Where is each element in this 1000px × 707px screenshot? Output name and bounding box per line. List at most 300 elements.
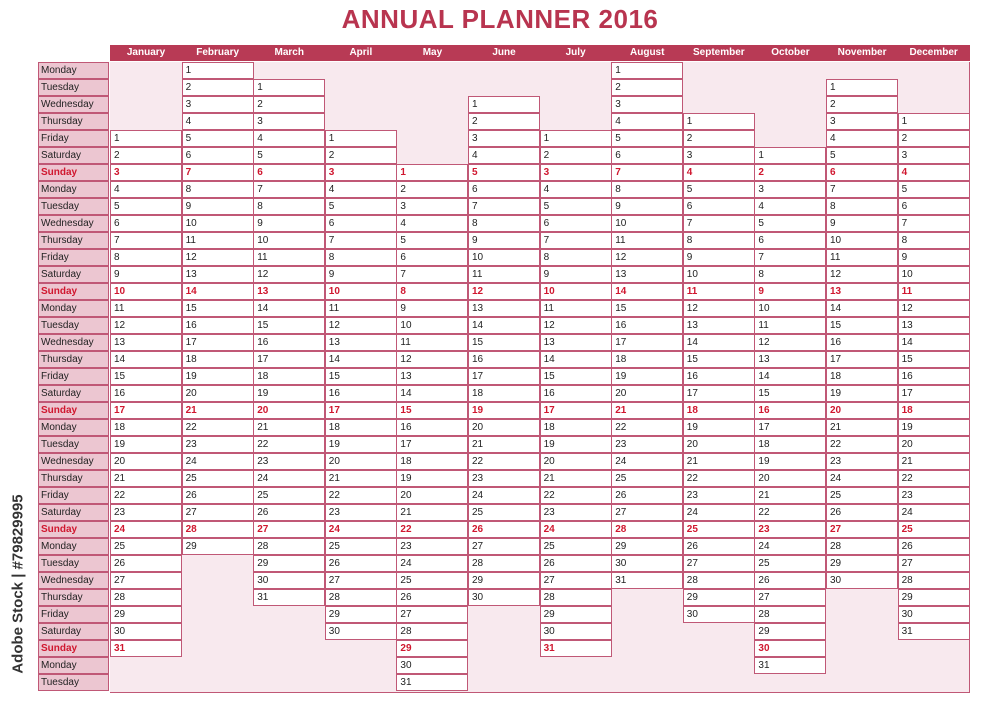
day-cell: 10 [754,300,826,317]
day-cell: 21 [396,504,468,521]
day-cell: 14 [754,368,826,385]
day-cell: 8 [826,198,898,215]
day-cell: 27 [540,572,612,589]
day-cell: 8 [110,249,182,266]
month-header-april: April [325,45,397,61]
day-cell: 6 [826,164,898,181]
day-cell: 8 [611,181,683,198]
day-cell: 4 [468,147,540,164]
day-cell: 27 [898,555,970,572]
day-cell: 20 [110,453,182,470]
day-cell: 18 [611,351,683,368]
day-cell: 11 [110,300,182,317]
day-cell: 10 [898,266,970,283]
weekday-label: Wednesday [38,334,109,351]
day-cell: 15 [754,385,826,402]
day-cell: 20 [754,470,826,487]
day-cell: 12 [110,317,182,334]
day-cell: 30 [396,657,468,674]
day-cell: 22 [468,453,540,470]
day-cell: 23 [396,538,468,555]
month-header-may: May [396,45,468,61]
day-cell: 7 [396,266,468,283]
day-cell: 20 [611,385,683,402]
day-cell: 16 [898,368,970,385]
day-cell: 21 [468,436,540,453]
day-cell: 10 [253,232,325,249]
day-cell: 22 [826,436,898,453]
day-cell: 18 [396,453,468,470]
day-cell: 3 [468,130,540,147]
day-cell: 11 [182,232,254,249]
day-cell: 22 [325,487,397,504]
day-cell: 23 [182,436,254,453]
weekday-label: Saturday [38,385,109,402]
day-cell: 22 [110,487,182,504]
weekday-label: Friday [38,606,109,623]
day-cell: 7 [826,181,898,198]
day-cell: 19 [182,368,254,385]
day-cell: 20 [826,402,898,419]
day-cell: 1 [110,130,182,147]
day-cell: 8 [182,181,254,198]
day-cell: 13 [540,334,612,351]
day-cell: 24 [611,453,683,470]
day-cell: 24 [468,487,540,504]
day-cell: 4 [540,181,612,198]
day-cell: 9 [683,249,755,266]
day-cell: 26 [253,504,325,521]
day-cell: 23 [611,436,683,453]
day-cell: 20 [468,419,540,436]
day-cell: 22 [396,521,468,538]
day-cell: 6 [396,249,468,266]
day-cell: 13 [611,266,683,283]
day-cell: 28 [754,606,826,623]
day-cell: 30 [754,640,826,657]
weekday-label: Thursday [38,232,109,249]
day-cell: 6 [253,164,325,181]
day-cell: 2 [325,147,397,164]
day-cell: 21 [611,402,683,419]
day-cell: 5 [611,130,683,147]
day-cell: 14 [898,334,970,351]
day-cell: 19 [540,436,612,453]
day-cell: 17 [253,351,325,368]
day-cell: 20 [325,453,397,470]
day-cell: 11 [611,232,683,249]
day-cell: 6 [182,147,254,164]
day-cell: 14 [325,351,397,368]
day-cell: 22 [683,470,755,487]
day-cell: 21 [325,470,397,487]
day-cell: 31 [611,572,683,589]
day-cell: 4 [325,181,397,198]
day-cell: 8 [253,198,325,215]
day-cell: 14 [683,334,755,351]
day-cell: 28 [826,538,898,555]
month-header-october: October [754,45,826,61]
day-cell: 12 [826,266,898,283]
day-cell: 13 [826,283,898,300]
weekday-label: Wednesday [38,215,109,232]
weekday-label: Saturday [38,504,109,521]
day-cell: 4 [110,181,182,198]
day-cell: 9 [396,300,468,317]
day-cell: 3 [253,113,325,130]
day-cell: 17 [540,402,612,419]
day-cell: 25 [611,470,683,487]
weekday-label: Thursday [38,113,109,130]
day-cell: 6 [683,198,755,215]
day-cell: 26 [898,538,970,555]
day-cell: 15 [611,300,683,317]
day-cell: 28 [253,538,325,555]
day-cell: 9 [468,232,540,249]
day-cell: 28 [468,555,540,572]
day-cell: 30 [110,623,182,640]
day-cell: 31 [396,674,468,691]
day-cell: 28 [683,572,755,589]
day-cell: 25 [826,487,898,504]
day-cell: 2 [182,79,254,96]
weekday-label: Saturday [38,266,109,283]
day-cell: 31 [110,640,182,657]
day-cell: 31 [540,640,612,657]
day-cell: 26 [754,572,826,589]
day-cell: 12 [468,283,540,300]
day-cell: 6 [898,198,970,215]
day-cell: 30 [325,623,397,640]
day-cell: 9 [611,198,683,215]
day-cell: 29 [110,606,182,623]
day-cell: 6 [611,147,683,164]
day-cell: 4 [253,130,325,147]
day-cell: 4 [182,113,254,130]
day-cell: 27 [468,538,540,555]
day-cell: 16 [396,419,468,436]
day-cell: 4 [611,113,683,130]
day-cell: 1 [325,130,397,147]
day-cell: 25 [182,470,254,487]
day-cell: 12 [182,249,254,266]
day-cell: 13 [754,351,826,368]
day-cell: 7 [325,232,397,249]
day-cell: 15 [540,368,612,385]
day-cell: 18 [540,419,612,436]
weekday-label: Wednesday [38,453,109,470]
day-cell: 17 [898,385,970,402]
day-cell: 5 [110,198,182,215]
day-cell: 25 [253,487,325,504]
day-cell: 27 [325,572,397,589]
day-cell: 2 [611,79,683,96]
day-cell: 20 [898,436,970,453]
day-cell: 1 [611,62,683,79]
day-cell: 3 [540,164,612,181]
day-cell: 1 [898,113,970,130]
day-cell: 26 [683,538,755,555]
day-cell: 5 [182,130,254,147]
day-cell: 5 [540,198,612,215]
day-cell: 9 [325,266,397,283]
day-cell: 2 [253,96,325,113]
day-cell: 26 [540,555,612,572]
day-cell: 15 [110,368,182,385]
weekday-label: Monday [38,62,109,79]
month-header-august: August [611,45,683,61]
day-cell: 12 [253,266,325,283]
day-cell: 5 [898,181,970,198]
day-cell: 17 [110,402,182,419]
day-cell: 9 [253,215,325,232]
day-cell: 5 [468,164,540,181]
day-cell: 26 [468,521,540,538]
day-cell: 30 [683,606,755,623]
day-cell: 3 [396,198,468,215]
day-cell: 24 [253,470,325,487]
day-cell: 16 [826,334,898,351]
weekday-label: Tuesday [38,555,109,572]
day-cell: 24 [754,538,826,555]
day-cell: 23 [826,453,898,470]
day-cell: 15 [683,351,755,368]
day-cell: 18 [754,436,826,453]
day-cell: 26 [396,589,468,606]
day-cell: 18 [826,368,898,385]
day-cell: 8 [540,249,612,266]
day-cell: 8 [754,266,826,283]
day-cell: 26 [325,555,397,572]
day-cell: 9 [898,249,970,266]
day-cell: 11 [396,334,468,351]
watermark-text: Adobe Stock | #79829995 [9,494,27,674]
day-cell: 3 [826,113,898,130]
day-cell: 7 [468,198,540,215]
day-cell: 23 [754,521,826,538]
day-cell: 28 [396,623,468,640]
day-cell: 7 [683,215,755,232]
day-cell: 2 [396,181,468,198]
day-cell: 17 [683,385,755,402]
day-cell: 5 [325,198,397,215]
day-cell: 16 [468,351,540,368]
weekday-label: Monday [38,419,109,436]
day-cell: 21 [898,453,970,470]
day-cell: 30 [611,555,683,572]
day-cell: 24 [396,555,468,572]
day-cell: 22 [540,487,612,504]
day-cell: 29 [182,538,254,555]
day-cell: 15 [182,300,254,317]
day-cell: 3 [110,164,182,181]
day-cell: 9 [754,283,826,300]
weekday-label: Monday [38,657,109,674]
day-cell: 5 [826,147,898,164]
day-cell: 24 [683,504,755,521]
day-cell: 19 [826,385,898,402]
day-cell: 29 [898,589,970,606]
day-cell: 21 [182,402,254,419]
day-cell: 4 [396,215,468,232]
day-cell: 4 [898,164,970,181]
day-cell: 3 [683,147,755,164]
day-cell: 25 [325,538,397,555]
day-cell: 11 [898,283,970,300]
day-cell: 5 [253,147,325,164]
day-cell: 12 [683,300,755,317]
day-cell: 5 [396,232,468,249]
day-cell: 1 [396,164,468,181]
day-cell: 14 [611,283,683,300]
day-cell: 14 [396,385,468,402]
day-cell: 19 [325,436,397,453]
day-cell: 6 [110,215,182,232]
day-cell: 30 [898,606,970,623]
day-cell: 23 [540,504,612,521]
month-header-december: December [898,45,970,61]
day-cell: 22 [898,470,970,487]
day-cell: 19 [110,436,182,453]
day-cell: 6 [325,215,397,232]
day-cell: 24 [540,521,612,538]
day-cell: 11 [754,317,826,334]
month-header-january: January [110,45,182,61]
month-header-july: July [540,45,612,61]
weekday-label: Monday [38,181,109,198]
day-cell: 10 [826,232,898,249]
day-cell: 25 [540,538,612,555]
day-cell: 7 [540,232,612,249]
day-cell: 13 [253,283,325,300]
day-cell: 29 [468,572,540,589]
day-cell: 11 [826,249,898,266]
day-cell: 25 [396,572,468,589]
day-cell: 18 [182,351,254,368]
day-cell: 4 [826,130,898,147]
day-cell: 18 [683,402,755,419]
day-cell: 27 [396,606,468,623]
day-cell: 18 [468,385,540,402]
day-cell: 16 [253,334,325,351]
day-cell: 1 [540,130,612,147]
day-cell: 30 [826,572,898,589]
day-cell: 21 [754,487,826,504]
weekday-label: Tuesday [38,436,109,453]
weekday-label: Wednesday [38,572,109,589]
day-cell: 12 [898,300,970,317]
day-cell: 3 [325,164,397,181]
weekday-label: Friday [38,249,109,266]
day-cell: 19 [611,368,683,385]
day-cell: 6 [468,181,540,198]
day-cell: 13 [325,334,397,351]
day-cell: 26 [182,487,254,504]
day-cell: 11 [468,266,540,283]
day-cell: 28 [898,572,970,589]
day-cell: 4 [754,198,826,215]
weekday-label: Sunday [38,521,109,538]
weekday-label: Tuesday [38,79,109,96]
day-cell: 2 [898,130,970,147]
weekday-label: Tuesday [38,198,109,215]
day-cell: 30 [468,589,540,606]
day-cell: 19 [253,385,325,402]
weekday-label: Sunday [38,164,109,181]
day-cell: 3 [754,181,826,198]
weekday-label: Tuesday [38,674,109,691]
day-cell: 5 [754,215,826,232]
day-cell: 7 [110,232,182,249]
day-cell: 14 [826,300,898,317]
day-cell: 10 [683,266,755,283]
day-cell: 12 [325,317,397,334]
day-cell: 7 [182,164,254,181]
weekday-label: Sunday [38,402,109,419]
page-title: ANNUAL PLANNER 2016 [341,4,659,34]
day-cell: 17 [611,334,683,351]
day-cell: 29 [396,640,468,657]
day-cell: 2 [110,147,182,164]
day-cell: 1 [754,147,826,164]
weekday-label: Friday [38,487,109,504]
day-cell: 12 [396,351,468,368]
day-cell: 13 [182,266,254,283]
weekday-label: Thursday [38,470,109,487]
day-cell: 1 [253,79,325,96]
weekday-label: Thursday [38,589,109,606]
weekday-label: Wednesday [38,96,109,113]
day-cell: 20 [683,436,755,453]
day-cell: 31 [754,657,826,674]
day-cell: 8 [898,232,970,249]
day-cell: 1 [468,96,540,113]
day-cell: 21 [253,419,325,436]
day-cell: 10 [325,283,397,300]
day-cell: 13 [396,368,468,385]
day-cell: 23 [325,504,397,521]
weekday-label: Sunday [38,283,109,300]
day-cell: 23 [898,487,970,504]
day-cell: 30 [540,623,612,640]
day-cell: 17 [182,334,254,351]
day-cell: 11 [253,249,325,266]
day-cell: 11 [540,300,612,317]
day-cell: 14 [182,283,254,300]
day-cell: 19 [898,419,970,436]
day-cell: 15 [253,317,325,334]
day-cell: 13 [468,300,540,317]
day-cell: 19 [683,419,755,436]
day-cell: 22 [253,436,325,453]
day-cell: 12 [540,317,612,334]
day-cell: 2 [754,164,826,181]
day-cell: 25 [468,504,540,521]
day-cell: 2 [468,113,540,130]
day-cell: 9 [182,198,254,215]
day-cell: 19 [754,453,826,470]
day-cell: 28 [325,589,397,606]
day-cell: 6 [754,232,826,249]
day-cell: 14 [253,300,325,317]
day-cell: 8 [683,232,755,249]
day-cell: 15 [325,368,397,385]
day-cell: 19 [468,402,540,419]
day-cell: 28 [540,589,612,606]
day-cell: 8 [468,215,540,232]
day-cell: 5 [683,181,755,198]
day-cell: 23 [683,487,755,504]
